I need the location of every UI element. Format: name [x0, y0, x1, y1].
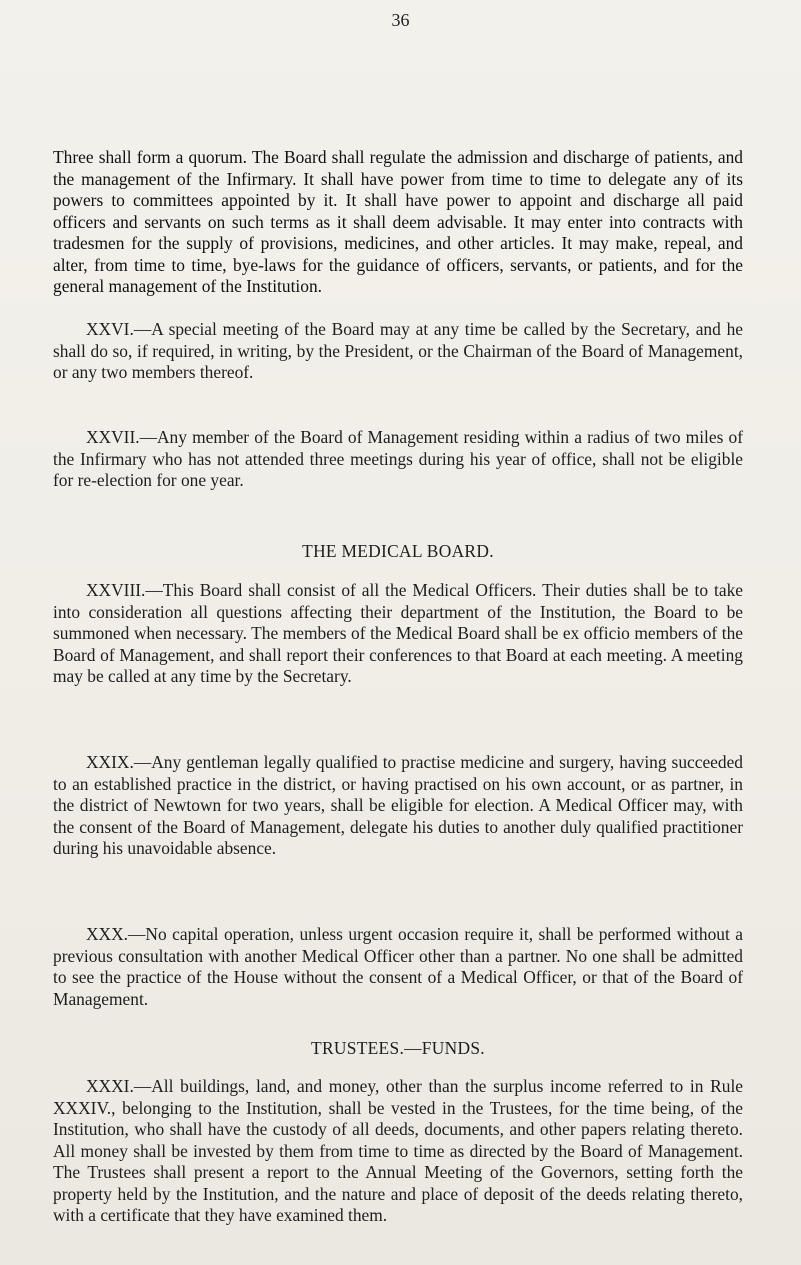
page-number: 36	[391, 10, 410, 30]
paragraph-rule-xxvii: XXVII.—Any member of the Board of Management residing within a radius of two miles of the Infirmary who has not attended three meetings during his year of office, shall not be eligible for re-election for one year.	[53, 427, 743, 490]
paragraph-rule-xxxi: XXXI.—All buildings, land, and money, other than the surplus income referred to in Rule XXXIV., belonging to the Institution, shall be vested in the Trustees, for the time being, of the Institution, who shall have the custody of all deeds, documents, and other papers relating thereto. All money shall be invested by them from time to time as directed by the Board of Management. The Trustees shall present a report to the Annual Meeting of the Governors, setting forth the property held by the Institution, and the nature and place of deposit of the deeds relating thereto, with a certificate that they have examined them.	[53, 1076, 743, 1225]
heading-medical-board: THE MEDICAL BOARD.	[302, 541, 494, 561]
paragraph-rule-xxx: XXX.—No capital operation, unless urgent occasion require it, shall be performed without a previous consultation with another Medical Officer other than a partner. No one shall be admitted to see the practice of the House without the consent of a Medical Officer, or that of the Board of Management.	[53, 924, 743, 1009]
paragraph-quorum: Three shall form a quorum. The Board shall regulate the admission and discharge of patients, and the management of the Infirmary. It shall have power from time to time to delegate any of its powers to committees appointed by it. It shall have power to appoint and discharge all paid officers and servants on such terms as it shall deem advisable. It may enter into contracts with tradesmen for the supply of provisions, medicines, and other articles. It may make, repeal, and alter, from time to time, bye-laws for the guidance of officers, servants, or patients, and for the general management of the Institution.	[53, 147, 743, 296]
paragraph-rule-xxvi: XXVI.—A special meeting of the Board may at any time be called by the Secretary, and he shall do so, if required, in writing, by the President, or the Chairman of the Board of Management, or any two members thereof.	[53, 319, 743, 382]
heading-trustees-funds: TRUSTEES.—FUNDS.	[311, 1038, 485, 1058]
paragraph-rule-xxix: XXIX.—Any gentleman legally qualified to practise medicine and surgery, having succeeded to an established practice in the district, or having practised on his own account, or as partner, in the district of Newtown for two years, shall be eligible for election. A Medical Officer may, with the consent of the Board of Management, delegate his duties to another duly qualified practitioner during his unavoidable absence.	[53, 752, 743, 858]
paragraph-rule-xxviii: XXVIII.—This Board shall consist of all the Medical Officers. Their duties shall be to take into consideration all questions affecting their department of the Institution, the Board to be summoned when necessary. The members of the Medical Board shall be ex officio members of the Board of Management, and shall report their conferences to that Board at each meeting. A meeting may be called at any time by the Secretary.	[53, 580, 743, 686]
